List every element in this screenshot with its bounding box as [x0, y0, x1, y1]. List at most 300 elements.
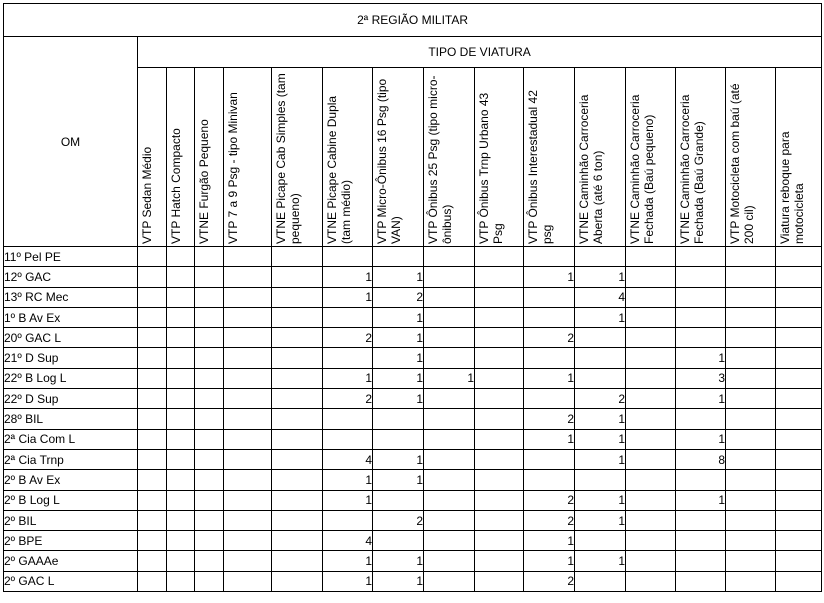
value-cell: [272, 429, 323, 449]
value-cell: [224, 348, 272, 368]
value-cell: [776, 531, 822, 551]
value-cell: [167, 267, 195, 287]
value-cell: [195, 531, 224, 551]
value-cell: [626, 490, 676, 510]
value-cell: [726, 531, 776, 551]
value-cell: [167, 389, 195, 409]
value-cell: [676, 409, 726, 429]
table-row: [4, 531, 822, 551]
column-header-label: VTP Ônibus 25 Psg (tipo micro-ônibus): [426, 75, 454, 244]
value-cell: [224, 307, 272, 327]
value-cell: [195, 247, 224, 267]
value-cell: [524, 470, 575, 490]
value-cell: 1: [323, 551, 373, 571]
table-row: [4, 510, 822, 530]
value-cell: [138, 429, 167, 449]
value-cell: 1: [524, 429, 575, 449]
value-cell: [626, 348, 676, 368]
value-cell: [776, 307, 822, 327]
value-cell: [475, 531, 524, 551]
value-cell: 1: [676, 490, 726, 510]
column-header: [575, 68, 626, 247]
value-cell: 2: [524, 409, 575, 429]
column-header: [424, 68, 475, 247]
value-cell: [626, 551, 676, 571]
value-cell: [272, 368, 323, 388]
value-cell: [138, 368, 167, 388]
value-cell: [726, 247, 776, 267]
value-cell: [575, 328, 626, 348]
value-cell: [726, 267, 776, 287]
value-cell: [776, 510, 822, 530]
value-cell: [167, 307, 195, 327]
value-cell: [272, 267, 323, 287]
value-cell: [475, 510, 524, 530]
value-cell: 1: [676, 429, 726, 449]
value-cell: [524, 287, 575, 307]
value-cell: [475, 368, 524, 388]
value-cell: 2: [524, 328, 575, 348]
value-cell: [323, 348, 373, 368]
value-cell: 1: [323, 267, 373, 287]
value-cell: [195, 510, 224, 530]
value-cell: [195, 348, 224, 368]
column-header-label: VTNE Picape Cab Simples (tam pequeno): [274, 73, 302, 244]
value-cell: [373, 247, 424, 267]
value-cell: 1: [575, 490, 626, 510]
value-cell: 4: [323, 449, 373, 469]
value-cell: 1: [524, 267, 575, 287]
value-cell: [575, 368, 626, 388]
value-cell: 1: [373, 449, 424, 469]
value-cell: [424, 571, 475, 591]
value-cell: [676, 510, 726, 530]
value-cell: [167, 247, 195, 267]
value-cell: 8: [676, 449, 726, 469]
value-cell: [323, 307, 373, 327]
om-cell: 22º D Sup: [4, 389, 138, 409]
value-cell: [726, 307, 776, 327]
om-cell: 1º B Av Ex: [4, 307, 138, 327]
column-header-label: VTP Ônibus Trnp Urbano 43 Psg: [477, 92, 505, 244]
value-cell: [776, 267, 822, 287]
value-cell: [726, 510, 776, 530]
column-header-label: VTP Ônibus Interestadual 42 psg: [526, 90, 554, 244]
column-header: [726, 68, 776, 247]
om-cell: 2º B Log L: [4, 490, 138, 510]
value-cell: [138, 348, 167, 368]
value-cell: [272, 571, 323, 591]
value-cell: [475, 348, 524, 368]
value-cell: [424, 267, 475, 287]
value-cell: [138, 571, 167, 591]
value-cell: [224, 409, 272, 429]
value-cell: [776, 389, 822, 409]
value-cell: [726, 389, 776, 409]
value-cell: [524, 247, 575, 267]
value-cell: [626, 531, 676, 551]
value-cell: [475, 551, 524, 571]
value-cell: [726, 470, 776, 490]
value-cell: [524, 449, 575, 469]
value-cell: [424, 328, 475, 348]
value-cell: [776, 328, 822, 348]
table-row: [4, 368, 822, 388]
value-cell: [676, 247, 726, 267]
column-header: [138, 68, 167, 247]
value-cell: [776, 247, 822, 267]
value-cell: [195, 307, 224, 327]
value-cell: [424, 307, 475, 327]
value-cell: [272, 510, 323, 530]
value-cell: [272, 409, 323, 429]
value-cell: [195, 470, 224, 490]
column-header-label: Viatura reboque para motocicleta: [778, 131, 806, 244]
value-cell: [475, 470, 524, 490]
value-cell: [167, 571, 195, 591]
om-cell: 2º B Av Ex: [4, 470, 138, 490]
value-cell: 1: [373, 348, 424, 368]
value-cell: 1: [676, 389, 726, 409]
value-cell: 2: [524, 571, 575, 591]
value-cell: [626, 449, 676, 469]
value-cell: [726, 490, 776, 510]
value-cell: [272, 531, 323, 551]
om-cell: 20º GAC L: [4, 328, 138, 348]
value-cell: [138, 490, 167, 510]
value-cell: [323, 409, 373, 429]
value-cell: 2: [575, 389, 626, 409]
value-cell: 1: [676, 348, 726, 368]
value-cell: [167, 531, 195, 551]
value-cell: [195, 551, 224, 571]
table-row: [4, 571, 822, 591]
value-cell: [475, 287, 524, 307]
value-cell: [626, 328, 676, 348]
value-cell: [323, 247, 373, 267]
value-cell: 2: [524, 510, 575, 530]
value-cell: [167, 348, 195, 368]
value-cell: [626, 368, 676, 388]
value-cell: [224, 449, 272, 469]
value-cell: [475, 247, 524, 267]
value-cell: [626, 287, 676, 307]
value-cell: [323, 510, 373, 530]
value-cell: [726, 368, 776, 388]
value-cell: [138, 409, 167, 429]
value-cell: [272, 470, 323, 490]
column-header: [524, 68, 575, 247]
value-cell: [776, 571, 822, 591]
value-cell: [195, 389, 224, 409]
column-header: [195, 68, 224, 247]
value-cell: [475, 389, 524, 409]
value-cell: 3: [676, 368, 726, 388]
value-cell: [676, 571, 726, 591]
value-cell: [224, 247, 272, 267]
value-cell: [475, 429, 524, 449]
column-header: [475, 68, 524, 247]
value-cell: [475, 409, 524, 429]
om-cell: 13º RC Mec: [4, 287, 138, 307]
value-cell: [475, 449, 524, 469]
value-cell: [167, 510, 195, 530]
value-cell: [424, 247, 475, 267]
value-cell: 1: [373, 328, 424, 348]
value-cell: [224, 571, 272, 591]
value-cell: [167, 449, 195, 469]
value-cell: 1: [323, 490, 373, 510]
value-cell: [138, 328, 167, 348]
value-cell: 1: [373, 571, 424, 591]
value-cell: [475, 490, 524, 510]
value-cell: 4: [323, 531, 373, 551]
column-header: [373, 68, 424, 247]
value-cell: [726, 348, 776, 368]
column-header-label: VTP Motocicleta com baú (até 200 cil): [728, 83, 756, 244]
value-cell: [424, 490, 475, 510]
column-header-label: VTP Hatch Compacto: [169, 128, 183, 244]
om-cell: 22º B Log L: [4, 368, 138, 388]
column-header: [167, 68, 195, 247]
value-cell: 1: [323, 368, 373, 388]
value-cell: 2: [323, 328, 373, 348]
value-cell: [475, 328, 524, 348]
value-cell: [167, 490, 195, 510]
value-cell: [272, 449, 323, 469]
value-cell: [224, 328, 272, 348]
column-header-label: VTP 7 a 9 Psg - tipo Minivan: [226, 92, 240, 244]
table-row: [4, 328, 822, 348]
value-cell: [195, 409, 224, 429]
value-cell: [373, 490, 424, 510]
value-cell: [195, 449, 224, 469]
value-cell: 1: [524, 551, 575, 571]
column-header: [323, 68, 373, 247]
value-cell: [272, 551, 323, 571]
column-header-label: VTP Sedan Médio: [140, 146, 154, 244]
value-cell: [676, 307, 726, 327]
value-cell: [575, 470, 626, 490]
value-cell: [138, 287, 167, 307]
value-cell: [167, 368, 195, 388]
om-cell: 2ª Cia Com L: [4, 429, 138, 449]
value-cell: [224, 531, 272, 551]
om-header: OM: [4, 37, 138, 247]
value-cell: [575, 348, 626, 368]
value-cell: [138, 449, 167, 469]
value-cell: [272, 389, 323, 409]
table-row: [4, 470, 822, 490]
value-cell: [776, 470, 822, 490]
value-cell: 1: [424, 368, 475, 388]
value-cell: 1: [575, 429, 626, 449]
value-cell: [626, 409, 676, 429]
value-cell: [726, 449, 776, 469]
value-cell: 1: [373, 368, 424, 388]
value-cell: [272, 287, 323, 307]
om-cell: 21º D Sup: [4, 348, 138, 368]
value-cell: [776, 449, 822, 469]
value-cell: [167, 287, 195, 307]
value-cell: [676, 531, 726, 551]
value-cell: 1: [575, 510, 626, 530]
value-cell: [776, 287, 822, 307]
value-cell: [726, 429, 776, 449]
value-cell: [575, 247, 626, 267]
value-cell: [373, 409, 424, 429]
value-cell: [776, 348, 822, 368]
om-cell: 2º GAC L: [4, 571, 138, 591]
value-cell: [424, 449, 475, 469]
column-header: [626, 68, 676, 247]
value-cell: [424, 531, 475, 551]
value-cell: [373, 531, 424, 551]
value-cell: 2: [373, 510, 424, 530]
value-cell: 4: [575, 287, 626, 307]
om-cell: 2º GAAAe: [4, 551, 138, 571]
value-cell: 1: [373, 470, 424, 490]
value-cell: [424, 510, 475, 530]
value-cell: [676, 551, 726, 571]
value-cell: [524, 348, 575, 368]
table-row: [4, 551, 822, 571]
value-cell: [626, 247, 676, 267]
value-cell: [138, 470, 167, 490]
value-cell: 1: [373, 389, 424, 409]
value-cell: [167, 551, 195, 571]
value-cell: [726, 409, 776, 429]
om-cell: 2ª Cia Trnp: [4, 449, 138, 469]
value-cell: [195, 287, 224, 307]
vehicle-table: [3, 3, 822, 592]
value-cell: [626, 267, 676, 287]
table-row: [4, 247, 822, 267]
value-cell: 1: [575, 409, 626, 429]
value-cell: [167, 328, 195, 348]
value-cell: [195, 429, 224, 449]
value-cell: 1: [575, 449, 626, 469]
value-cell: [424, 348, 475, 368]
value-cell: [195, 571, 224, 591]
table-row: [4, 429, 822, 449]
value-cell: [626, 571, 676, 591]
value-cell: [323, 429, 373, 449]
table-row: [4, 267, 822, 287]
value-cell: [138, 307, 167, 327]
value-cell: [195, 368, 224, 388]
value-cell: [676, 328, 726, 348]
column-header: [776, 68, 822, 247]
value-cell: [195, 267, 224, 287]
value-cell: [224, 389, 272, 409]
table-row: [4, 287, 822, 307]
value-cell: [726, 551, 776, 571]
value-cell: 2: [524, 490, 575, 510]
column-header: [272, 68, 323, 247]
value-cell: [726, 287, 776, 307]
value-cell: 1: [373, 551, 424, 571]
value-cell: [626, 307, 676, 327]
value-cell: [224, 287, 272, 307]
column-header-label: VTNE Furgão Pequeno: [197, 119, 211, 244]
value-cell: [424, 287, 475, 307]
vehicle-type-header: TIPO DE VIATURA: [138, 37, 822, 68]
value-cell: [373, 429, 424, 449]
column-header-label: VTNE Picape Cabine Dupla (tam médio): [325, 95, 353, 244]
value-cell: 1: [575, 307, 626, 327]
value-cell: [475, 267, 524, 287]
table-row: [4, 409, 822, 429]
value-cell: [575, 571, 626, 591]
table-title: 2ª REGIÃO MILITAR: [4, 4, 822, 37]
column-header: [224, 68, 272, 247]
value-cell: [626, 510, 676, 530]
value-cell: [167, 470, 195, 490]
table-row: [4, 389, 822, 409]
value-cell: [195, 490, 224, 510]
table-row: [4, 307, 822, 327]
value-cell: [167, 429, 195, 449]
value-cell: [272, 307, 323, 327]
value-cell: [575, 531, 626, 551]
value-cell: 2: [373, 287, 424, 307]
table-row: [4, 348, 822, 368]
value-cell: [138, 531, 167, 551]
value-cell: [424, 429, 475, 449]
value-cell: [195, 328, 224, 348]
value-cell: 1: [373, 307, 424, 327]
value-cell: [272, 247, 323, 267]
value-cell: 1: [323, 571, 373, 591]
value-cell: [626, 429, 676, 449]
value-cell: [424, 551, 475, 571]
value-cell: [776, 368, 822, 388]
value-cell: 1: [373, 267, 424, 287]
column-header: [676, 68, 726, 247]
value-cell: [138, 510, 167, 530]
column-header-label: VTNE Caminhão Carroceria Fechada (Baú pequeno): [628, 94, 656, 244]
value-cell: [776, 551, 822, 571]
value-cell: 1: [524, 368, 575, 388]
value-cell: [224, 551, 272, 571]
value-cell: [224, 510, 272, 530]
value-cell: 2: [323, 389, 373, 409]
om-cell: 2º BIL: [4, 510, 138, 530]
value-cell: 1: [575, 267, 626, 287]
om-cell: 12º GAC: [4, 267, 138, 287]
value-cell: [138, 267, 167, 287]
om-cell: 2º BPE: [4, 531, 138, 551]
om-cell: 28º BIL: [4, 409, 138, 429]
value-cell: [776, 429, 822, 449]
value-cell: [726, 328, 776, 348]
value-cell: [726, 571, 776, 591]
value-cell: [475, 571, 524, 591]
table-row: [4, 449, 822, 469]
value-cell: [776, 409, 822, 429]
value-cell: 1: [323, 470, 373, 490]
value-cell: [272, 328, 323, 348]
value-cell: [524, 307, 575, 327]
value-cell: [138, 247, 167, 267]
value-cell: [224, 267, 272, 287]
value-cell: [626, 470, 676, 490]
table-row: [4, 490, 822, 510]
value-cell: [224, 368, 272, 388]
value-cell: 1: [323, 287, 373, 307]
value-cell: 1: [575, 551, 626, 571]
